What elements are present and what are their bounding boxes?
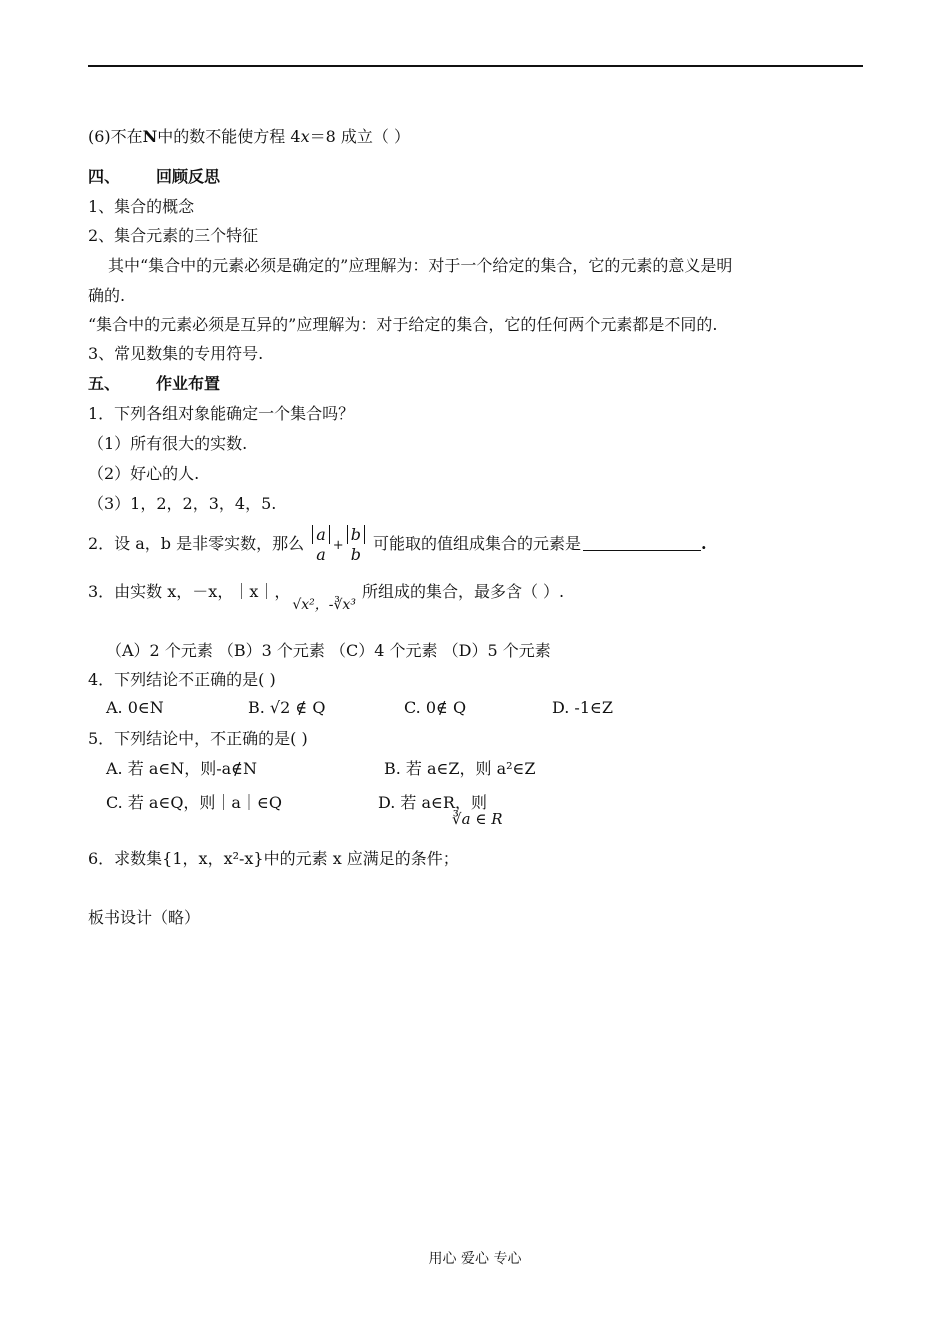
section-heading-homework: 五、 作业布置 xyxy=(88,374,221,393)
statement-6: (6)不在N中的数不能使方程 4x＝8 成立（ ） xyxy=(88,127,410,146)
section-heading-review: 四、 回顾反思 xyxy=(88,167,221,186)
answer-blank xyxy=(583,536,701,551)
review-paragraph-2: “集合中的元素必须是互异的”应理解为：对于给定的集合，它的任何两个元素都是不同的. xyxy=(88,315,718,334)
homework-question-2: 2．设 a，b 是非零实数，那么 a a + b b 可能取的值组成集合的元素是 . xyxy=(88,524,707,564)
review-item-3: 3、常见数集的专用符号. xyxy=(88,344,264,363)
q4-option-d: D. -1∈Z xyxy=(552,698,613,717)
review-paragraph-1b: 确的. xyxy=(88,286,126,305)
review-item-2: 2、集合元素的三个特征 xyxy=(88,226,259,245)
q4-option-c: C. 0∉ Q xyxy=(404,698,467,717)
page-footer: 用心 爱心 专心 xyxy=(428,1251,522,1267)
q4-option-b: B. √2 ∉ Q xyxy=(248,698,326,717)
q4-option-a: A. 0∈N xyxy=(106,698,164,717)
homework-question-6: 6．求数集{1，x，x²-x}中的元素 x 应满足的条件； xyxy=(88,849,459,868)
homework-question-1-part-2: （2）好心的人. xyxy=(88,464,200,483)
q5-option-a: A. 若 a∈N，则-a∉N xyxy=(106,759,257,778)
homework-question-4: 4．下列结论不正确的是( ) xyxy=(88,670,276,689)
homework-question-5: 5．下列结论中，不正确的是( ) xyxy=(88,729,308,748)
q5-option-c: C. 若 a∈Q，则｜a｜∈Q xyxy=(106,793,282,812)
q5-option-d: D. 若 a∈R，则 ∛a ∈ R xyxy=(378,793,503,828)
fraction-abs-b-over-b: b b xyxy=(345,525,367,565)
homework-question-1-part-1: （1）所有很大的实数. xyxy=(88,434,248,453)
radical-expressions: √x²，-∛x³ xyxy=(292,597,356,613)
homework-question-1-part-3: （3）1，2，2，3，4，5. xyxy=(88,494,277,513)
fraction-abs-a-over-a: a a xyxy=(310,525,332,565)
set-N-symbol: N xyxy=(142,127,158,146)
homework-question-3: 3．由实数 x，－x，｜x｜，√x²，-∛x³所组成的集合，最多含（ ）. xyxy=(88,582,565,613)
homework-question-1: 1．下列各组对象能确定一个集合吗？ xyxy=(88,404,355,423)
review-paragraph-1a: 其中“集合中的元素必须是确定的”应理解为：对于一个给定的集合，它的元素的意义是明 xyxy=(108,256,733,275)
review-item-1: 1、集合的概念 xyxy=(88,197,195,216)
board-design-note: 板书设计（略） xyxy=(88,908,201,927)
header-rule xyxy=(88,65,863,67)
q5-option-b: B. 若 a∈Z，则 a²∈Z xyxy=(384,759,536,778)
homework-question-3-options: （A）2 个元素 （B）3 个元素 （C）4 个元素 （D）5 个元素 xyxy=(106,641,551,660)
